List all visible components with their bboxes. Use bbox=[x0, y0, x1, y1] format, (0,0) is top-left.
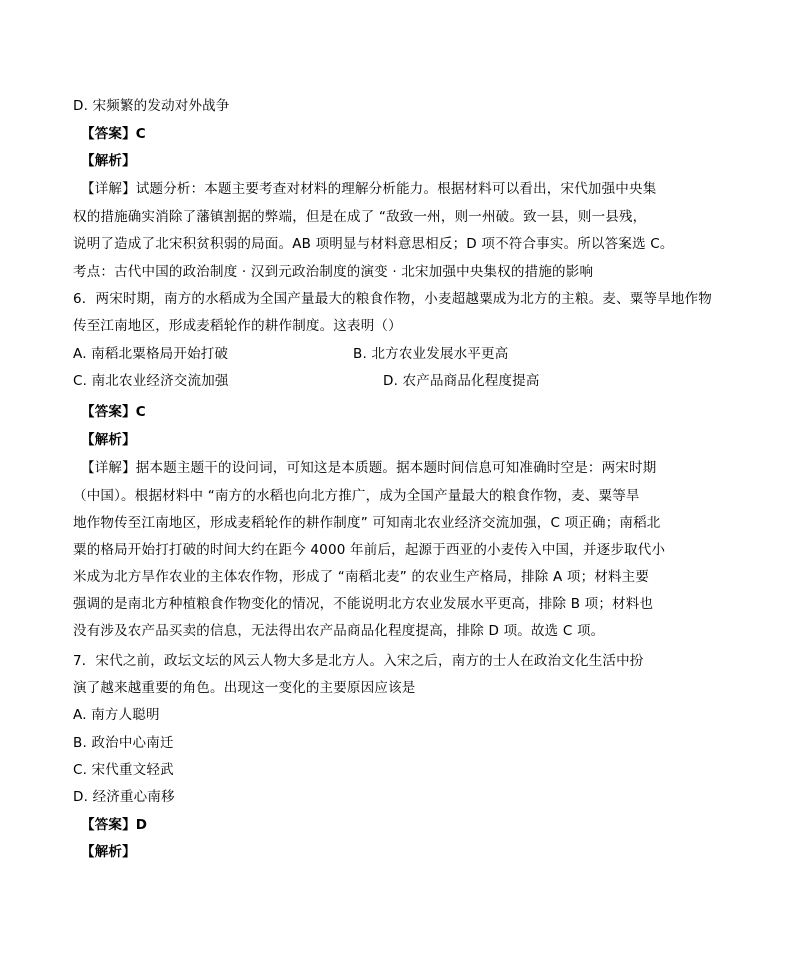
q6-stem-line: 传至江南地区，形成麦稻轮作的耕作制度。这表明（） bbox=[73, 318, 402, 334]
q5-detail-line: 考点：古代中国的政治制度 · 汉到元政治制度的演变 · 北宋加强中央集权的措施的影响 bbox=[73, 264, 594, 280]
q5-detail-line: 【详解】试题分析：本题主要考查对材料的理解分析能力。根据材料可以看出，宋代加强中央集 bbox=[81, 181, 657, 197]
q7-analysis-label: 【解析】 bbox=[81, 844, 136, 860]
q6-detail-line: 粟的格局开始打打破的时间大约在距今 4000 年前后，起源于西亚的小麦传入中国，并逐步取代小 bbox=[73, 542, 666, 558]
q6-option-b: B. 北方农业发展水平更高 bbox=[353, 346, 509, 362]
q5-option-d: D. 宋频繁的发动对外战争 bbox=[73, 98, 230, 114]
q6-answer: 【答案】C bbox=[81, 404, 146, 420]
q6-option-c: C. 南北农业经济交流加强 bbox=[73, 373, 229, 389]
q6-stem-line: 6．两宋时期，南方的水稻成为全国产量最大的粮食作物，小麦超越粟成为北方的主粮。麦、粟等旱地作物 bbox=[73, 291, 712, 307]
q6-detail-line: 没有涉及农产品买卖的信息，无法得出农产品商品化程度提高，排除 D 项。故选 C 项。 bbox=[73, 623, 605, 639]
q6-detail-line: 米成为北方旱作农业的主体农作物，形成了 “南稻北麦” 的农业生产格局，排除 A 项；材料主要 bbox=[73, 569, 650, 585]
q7-option-d: D. 经济重心南移 bbox=[73, 789, 175, 805]
q6-detail-line: 强调的是南北方种植粮食作物变化的情况，不能说明北方农业发展水平更高，排除 B 项；材料也 bbox=[73, 596, 654, 612]
q7-answer: 【答案】D bbox=[81, 817, 148, 833]
q7-option-c: C. 宋代重文轻武 bbox=[73, 762, 174, 778]
q6-analysis-label: 【解析】 bbox=[81, 432, 136, 448]
q7-option-a: A. 南方人聪明 bbox=[73, 707, 160, 723]
q6-detail-line: （中国）。根据材料中 “南方的水稻也向北方推广，成为全国产量最大的粮食作物，麦、粟等旱 bbox=[73, 488, 640, 504]
q7-stem-line: 演了越来越重要的角色。出现这一变化的主要原因应该是 bbox=[73, 680, 416, 696]
q5-answer: 【答案】C bbox=[81, 126, 146, 142]
q6-option-a: A. 南稻北粟格局开始打破 bbox=[73, 346, 229, 362]
q5-detail-line: 说明了造成了北宋积贫积弱的局面。AB 项明显与材料意思相反；D 项不符合事实。所以答案选 C。 bbox=[73, 236, 674, 252]
q5-analysis-label: 【解析】 bbox=[81, 153, 136, 169]
q5-detail-line: 权的措施确实消除了藩镇割据的弊端，但是在成了 “敌致一州，则一州破。致一县，则一县残， bbox=[73, 209, 647, 225]
q6-detail-line: 【详解】据本题主题干的设问词，可知这是本质题。据本题时间信息可知准确时空是：两宋时期 bbox=[81, 460, 657, 476]
q7-stem-line: 7．宋代之前，政坛文坛的风云人物大多是北方人。入宋之后，南方的士人在政治文化生活中扮 bbox=[73, 653, 644, 669]
q6-option-d: D. 农产品商品化程度提高 bbox=[383, 373, 540, 389]
q7-option-b: B. 政治中心南迁 bbox=[73, 735, 174, 751]
q6-detail-line: 地作物传至江南地区，形成麦稻轮作的耕作制度” 可知南北农业经济交流加强，C 项正确；南稻北 bbox=[73, 515, 661, 531]
